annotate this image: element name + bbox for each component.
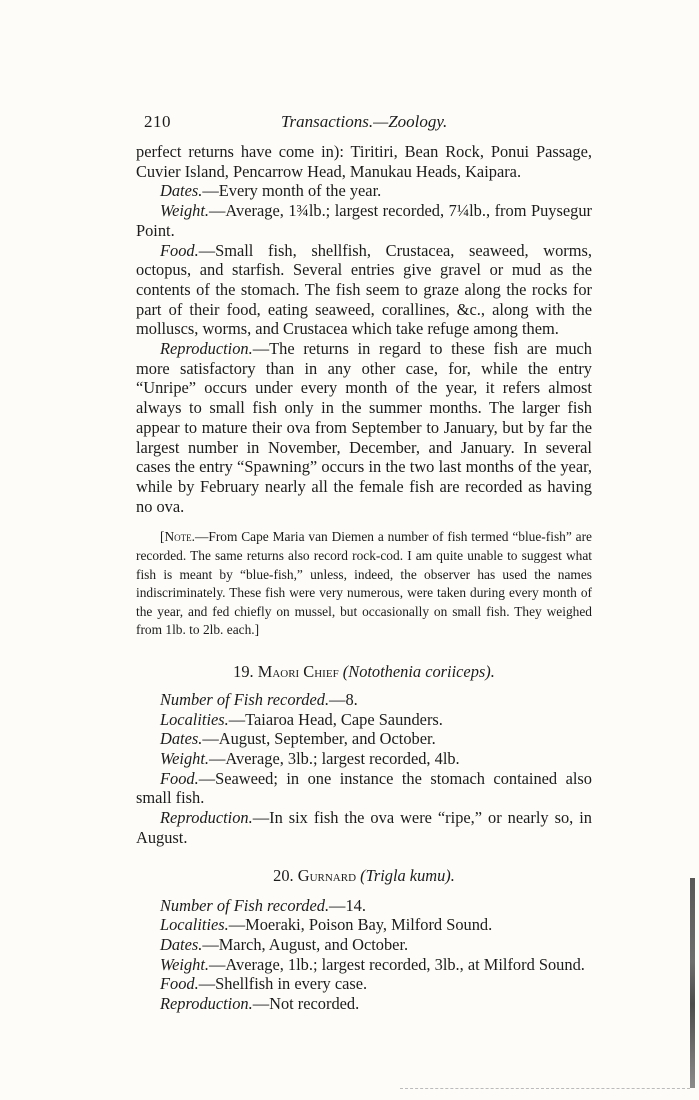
weight-paragraph: [136, 955, 592, 975]
dates-paragraph: [136, 729, 592, 749]
note-paragraph: [136, 528, 592, 640]
reproduction-text: —In six fish the ova were “ripe,” or nearly so, in August.: [136, 808, 592, 847]
localities-continuation: perfect returns have come in): Tiritiri, Bean Rock, Ponui Passage, Cuvier Island, Pencarrow Head, Manukau Heads, Kaipara.: [136, 142, 592, 181]
section-heading-gurnard: [136, 866, 592, 886]
number-text: —14.: [329, 895, 366, 915]
common-name: Gurnard: [297, 865, 357, 885]
page-edge-shadow: [690, 878, 695, 1088]
food-text: —Small fish, shellfish, Crustacea, seaweed, worms, octopus, and starfish. Several entries give gravel or mud as the contents of the stomach. The fish seem to graze along the rocks for part of their food, eating seaweed, corallines, &c., along with the molluscs, worms, and Crustacea which take refuge among them.: [136, 240, 592, 339]
reproduction-paragraph: [136, 339, 592, 516]
reproduction-label: Reproduction.: [160, 339, 253, 359]
localities-text: —Taiaroa Head, Cape Saunders.: [228, 709, 443, 729]
scientific-name: (Notothenia coriiceps).: [342, 661, 495, 681]
scan-artifact-rule: [400, 1088, 690, 1090]
page-number: 210: [144, 112, 171, 131]
food-paragraph: [136, 241, 592, 340]
weight-paragraph: [136, 201, 592, 240]
food-text: —Shellfish in every case.: [198, 974, 368, 994]
reproduction-label: Reproduction.: [160, 808, 253, 828]
dates-paragraph: [136, 181, 592, 201]
localities-label: Localities.: [160, 915, 229, 935]
weight-label: Weight.: [160, 954, 210, 974]
weight-paragraph: [136, 749, 592, 769]
number-paragraph: [136, 896, 592, 916]
page: [136, 108, 592, 1014]
reproduction-paragraph: [136, 994, 592, 1014]
reproduction-text: —Not recorded.: [252, 994, 360, 1014]
scientific-name: (Trigla kumu).: [360, 865, 455, 885]
reproduction-label: Reproduction.: [160, 994, 253, 1014]
reproduction-paragraph: [136, 808, 592, 847]
dates-label: Dates.: [160, 181, 203, 201]
number-text: —8.: [329, 689, 358, 709]
number-paragraph: [136, 690, 592, 710]
note-label: [Note.: [160, 529, 195, 545]
dates-text: —Every month of the year.: [202, 181, 382, 201]
localities-label: Localities.: [160, 709, 229, 729]
common-name: Maori Chief: [257, 661, 339, 681]
localities-paragraph: [136, 915, 592, 935]
reproduction-text: —The returns in regard to these fish are much more satisfactory than in any other case, for, while the entry “Unripe” occurs under every month of the year, it refers almost always to small fish only in the summer months. The larger fish appear to mature their ova from September to January, but by far the largest number in November, December, and January. In several cases the entry “Spawning” occurs in the two last months of the year, while by February nearly all the female fish are recorded as having no ova.: [136, 339, 592, 516]
weight-label: Weight.: [160, 201, 210, 221]
localities-paragraph: [136, 710, 592, 730]
weight-text: —Average, 1¾lb.; largest recorded, 7¼lb., from Puysegur Point.: [136, 201, 592, 240]
weight-text: —Average, 1lb.; largest recorded, 3lb., at Milford Sound.: [209, 954, 585, 974]
food-text: —Seaweed; in one instance the stomach contained also small fish.: [136, 768, 592, 808]
food-paragraph: [136, 769, 592, 808]
food-label: Food.: [160, 768, 199, 788]
localities-text: —Moeraki, Poison Bay, Milford Sound.: [228, 915, 493, 935]
note-text: —From Cape Maria van Diemen a number of fish termed “blue-fish” are recorded. The same returns also record rock-cod. I am quite unable to suggest what fish is meant by “blue-fish,” unless, indeed, the observer has used the names indiscriminately. These fish were very numerous, were taken during every month of the year, and fed chiefly on mussel, but occasionally on small fish. They weighed from 1lb. to 2lb. each.]: [136, 529, 592, 638]
running-head: [136, 108, 592, 136]
dates-text: —March, August, and October.: [202, 934, 409, 954]
food-label: Food.: [160, 974, 199, 994]
food-paragraph: [136, 974, 592, 994]
number-label: Number of Fish recorded.: [160, 689, 330, 709]
weight-text: —Average, 3lb.; largest recorded, 4lb.: [209, 749, 460, 769]
dates-label: Dates.: [160, 729, 203, 749]
section-number: 20.: [273, 865, 294, 885]
running-title: Transactions.—Zoology.: [281, 112, 448, 131]
section-heading-maori-chief: [136, 662, 592, 682]
number-label: Number of Fish recorded.: [160, 895, 330, 915]
dates-label: Dates.: [160, 934, 203, 954]
dates-text: —August, September, and October.: [202, 729, 436, 749]
dates-paragraph: [136, 935, 592, 955]
weight-label: Weight.: [160, 749, 210, 769]
section-number: 19.: [233, 661, 254, 681]
food-label: Food.: [160, 240, 199, 260]
